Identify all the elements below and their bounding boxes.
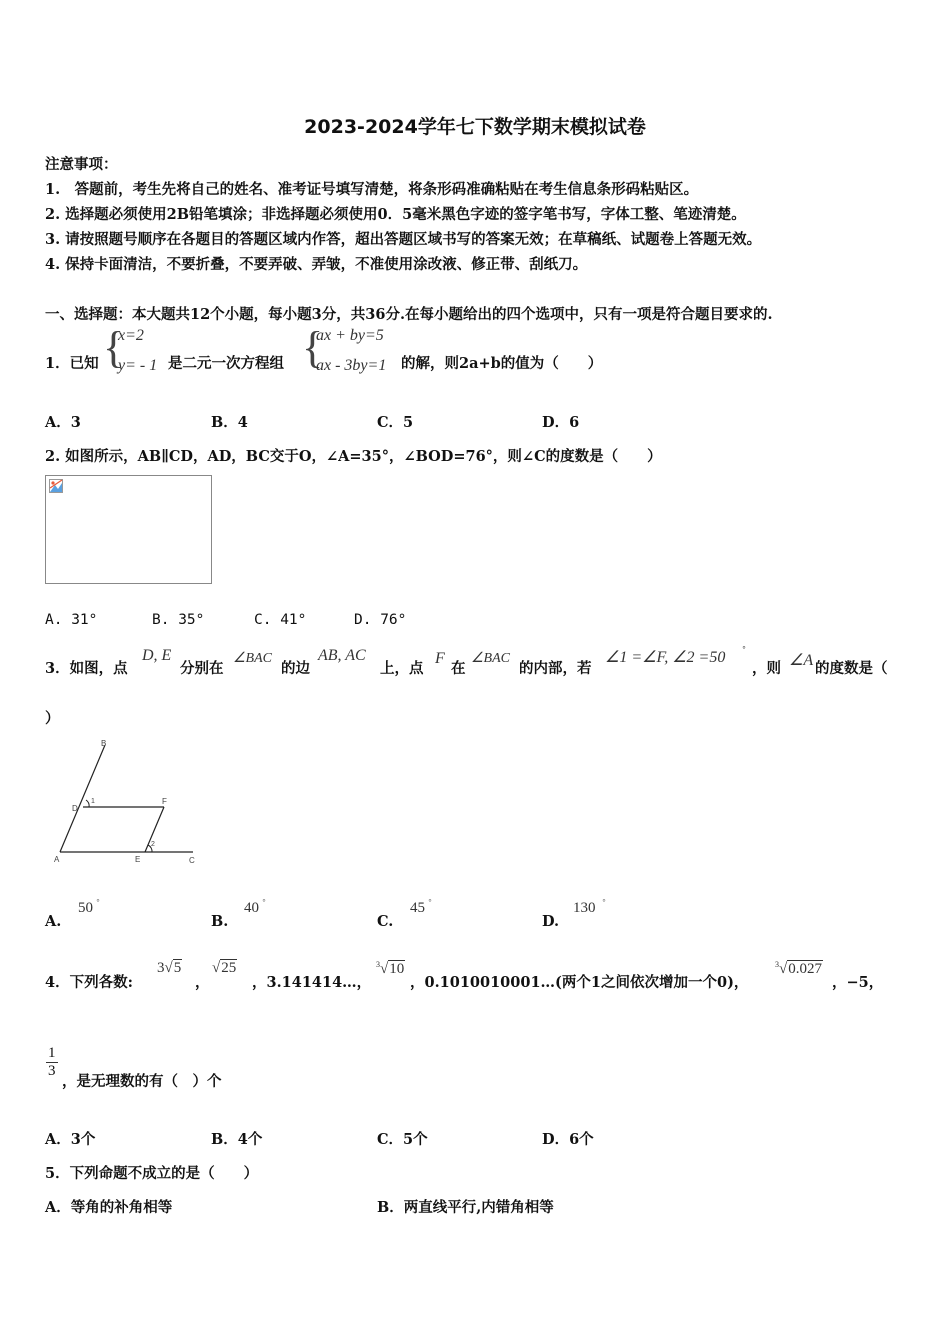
- q3-text: 上，点: [380, 660, 424, 677]
- q3-option-c-value: 45: [410, 900, 425, 916]
- label-c: C: [189, 856, 195, 865]
- q4-radicand: 0.027: [788, 961, 822, 977]
- q3-text: 分别在: [180, 660, 224, 677]
- q5-option-b: B．两直线平行,内错角相等: [377, 1199, 554, 1216]
- q4-option-c: C．5个: [377, 1131, 428, 1148]
- q3-math: ∠BAC: [233, 651, 272, 666]
- q3-math: D, E: [142, 647, 172, 664]
- q4-option-a: A．3个: [45, 1131, 96, 1148]
- q4-root-index: 3: [775, 960, 779, 969]
- degree-mark: °: [428, 898, 432, 907]
- degree-mark: °: [262, 898, 266, 907]
- q2-text: 2. 如图所示，AB∥CD，AD，BC交于O，∠A=35°，∠BOD=76°，则∠C的度数是（ ）: [45, 448, 662, 465]
- q4-prefix: 4．下列各数:: [45, 974, 133, 991]
- notice-item: 2. 选择题必须使用2B铅笔填涂；非选择题必须使用0．5毫米黑色字迹的签字笔书写，字体工整、笔迹清楚。: [45, 206, 746, 223]
- q4-expr-cbrt0027: $^3$√0.027: [775, 960, 822, 977]
- degree-mark: °: [742, 645, 746, 654]
- q1-option-c: C．5: [377, 414, 414, 431]
- q5-text: 5．下列命题不成立的是（ ）: [45, 1165, 259, 1182]
- notice-heading: 注意事项：: [45, 156, 118, 173]
- notice-item: 4. 保持卡面清洁，不要折叠，不要弄破、弄皱，不准使用涂改液、修正带、刮纸刀。: [45, 256, 588, 273]
- q4-radicand: 25: [221, 960, 237, 976]
- q4-separator: ，: [195, 974, 210, 991]
- q3-math: F: [435, 650, 445, 667]
- q4-text: ，3.141414…，: [252, 974, 372, 991]
- q4-option-d: D．6个: [542, 1131, 594, 1148]
- q3-option-b-letter: B.: [211, 913, 229, 930]
- q4-radicand: 10: [389, 961, 405, 977]
- label-angle-2: 2: [151, 841, 155, 848]
- q4-expr-3sqrt5: 3√5: [157, 960, 182, 976]
- q3-option-c-letter: C.: [377, 913, 394, 930]
- q4-fraction: [46, 1045, 58, 1080]
- label-f: F: [162, 797, 167, 806]
- q3-option-b-value: 40: [244, 900, 259, 916]
- q4-expr-cbrt10: $^3$√10: [376, 960, 405, 977]
- q3-math: AB, AC: [318, 647, 366, 664]
- q1-sys2-line1: ax + by=5: [316, 327, 384, 344]
- q2-option-c: C. 41°: [254, 612, 307, 628]
- q3-text: ，则: [752, 660, 781, 677]
- q3-text: 3．如图，点: [45, 660, 128, 677]
- broken-image-icon: [49, 479, 63, 493]
- q3-option-a-letter: A.: [45, 913, 62, 930]
- label-a: A: [54, 855, 60, 864]
- q3-text: 的内部，若: [519, 660, 592, 677]
- label-e: E: [135, 855, 141, 864]
- q2-option-d: D. 76°: [354, 612, 407, 628]
- q1-sys1-line2: y= - 1: [118, 357, 158, 374]
- q3-math: ∠1 =∠F, ∠2 =50: [605, 649, 726, 666]
- brace-icon: {: [302, 323, 324, 372]
- q1-prefix: 1．已知: [45, 355, 99, 372]
- q3-text: 的度数是（: [815, 660, 888, 677]
- degree-mark: °: [602, 898, 606, 907]
- q4-root-index: 3: [376, 960, 380, 969]
- section-heading: 一、选择题：本大题共12个小题，每小题3分，共36分.在每小题给出的四个选项中，只有一项是符合题目要求的.: [45, 306, 773, 323]
- q4-option-b: B．4个: [211, 1131, 263, 1148]
- notice-item: 3. 请按照题号顺序在各题目的答题区域内作答，超出答题区域书写的答案无效；在草稿纸、试题卷上答题无效。: [45, 231, 762, 248]
- q3-math: ∠A: [789, 652, 814, 669]
- notice-item: 1. 答题前，考生先将自己的姓名、准考证号填写清楚，将条形码准确粘贴在考生信息条形码粘贴区。: [45, 181, 699, 198]
- q2-option-b: B. 35°: [152, 612, 205, 628]
- q1-option-b: B．4: [211, 414, 248, 431]
- q4-radicand: 5: [173, 960, 182, 976]
- label-angle-1: 1: [91, 798, 95, 805]
- q3-text: 的边: [281, 660, 310, 677]
- q1-middle: 是二元一次方程组: [168, 355, 284, 372]
- page-title: 2023-2024学年七下数学期末模拟试卷: [304, 116, 646, 138]
- brace-icon: {: [103, 323, 125, 372]
- q3-geometry-figure: [45, 735, 205, 870]
- q1-option-d: D．6: [542, 414, 580, 431]
- label-d: D: [72, 804, 78, 813]
- q3-option-d-value: 130: [573, 900, 596, 916]
- q1-sys2-line2: ax - 3by=1: [316, 357, 387, 374]
- q4-suffix: ，是无理数的有（ ）个: [62, 1073, 222, 1090]
- q3-option-a-value: 50: [78, 900, 93, 916]
- q3-option-d-letter: D.: [542, 913, 560, 930]
- q4-coef: 3: [157, 960, 165, 976]
- q4-text: ，−5，: [832, 974, 884, 991]
- q2-figure-placeholder: [45, 475, 212, 584]
- q3-text: 在: [451, 660, 466, 677]
- q4-expr-sqrt25: √25: [212, 960, 237, 976]
- q1-suffix: 的解，则2a+b的值为（ ）: [401, 355, 603, 372]
- q1-option-a: A．3: [45, 414, 81, 431]
- q2-option-a: A. 31°: [45, 612, 98, 628]
- q3-math: ∠BAC: [471, 651, 510, 666]
- q4-frac-den: 3: [48, 1063, 56, 1079]
- q4-text: ，0.1010010001…(两个1之间依次增加一个0)，: [410, 974, 749, 991]
- q3-text: ）: [45, 710, 60, 727]
- label-b: B: [101, 739, 107, 748]
- q1-sys1-line1: x=2: [118, 327, 144, 344]
- q5-option-a: A．等角的补角相等: [45, 1199, 173, 1216]
- degree-mark: °: [96, 898, 100, 907]
- q4-frac-num: 1: [48, 1045, 56, 1061]
